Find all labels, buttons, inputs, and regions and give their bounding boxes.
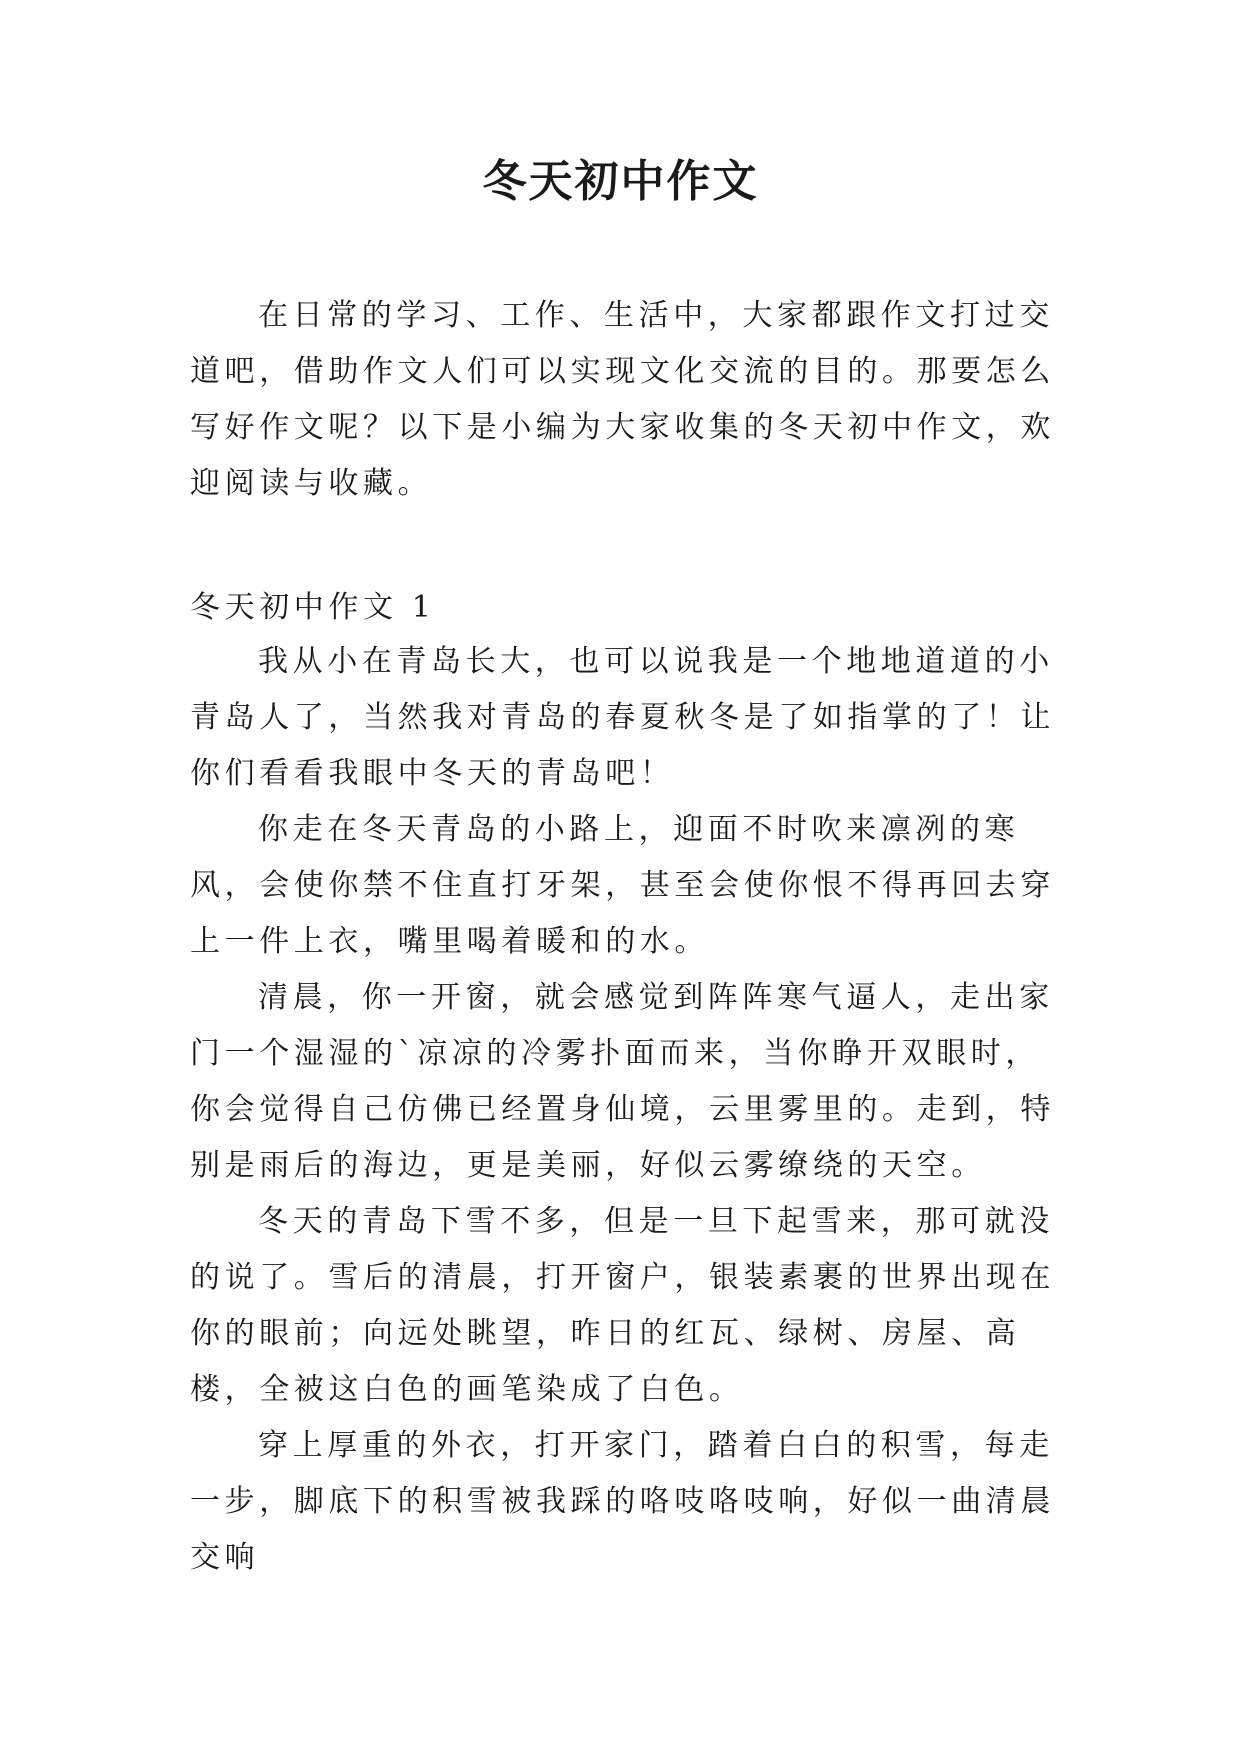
essay-paragraph: 穿上厚重的外衣，打开家门，踏着白白的积雪，每走一步，脚底下的积雪被我踩的咯吱咯吱响，好似一曲清晨交响 [190,1428,1055,1575]
intro-paragraph: 在日常的学习、工作、生活中，大家都跟作文打过交道吧，借助作文人们可以实现文化交流的目的。那要怎么写好作文呢？以下是小编为大家收集的冬天初中作文，欢迎阅读与收藏。 [190,298,1055,501]
essay-paragraph: 清晨，你一开窗，就会感觉到阵阵寒气逼人，走出家门一个湿湿的`凉凉的冷雾扑面而来，当你睁开双眼时，你会觉得自己仿佛已经置身仙境，云里雾里的。走到，特别是雨后的海边，更是美丽，好似云雾缭绕的天空。 [190,980,1055,1183]
essay-body [190,634,1060,1586]
essay-paragraph: 我从小在青岛长大，也可以说我是一个地地道道的小青岛人了，当然我对青岛的春夏秋冬是了如指掌的了！让你们看看我眼中冬天的青岛吧！ [190,644,1055,791]
section-heading: 冬天初中作文 1 [190,590,436,625]
essay-paragraph: 冬天的青岛下雪不多，但是一旦下起雪来，那可就没的说了。雪后的清晨，打开窗户，银装素裹的世界出现在你的眼前；向远处眺望，昨日的红瓦、绿树、房屋、高楼，全被这白色的画笔染成了白色。 [190,1204,1055,1407]
document-title: 冬天初中作文 [482,156,759,207]
essay-paragraph: 你走在冬天青岛的小路上，迎面不时吹来凛冽的寒风，会使你禁不住直打牙架，甚至会使你恨不得再回去穿上一件上衣，嘴里喝着暖和的水。 [190,812,1055,959]
